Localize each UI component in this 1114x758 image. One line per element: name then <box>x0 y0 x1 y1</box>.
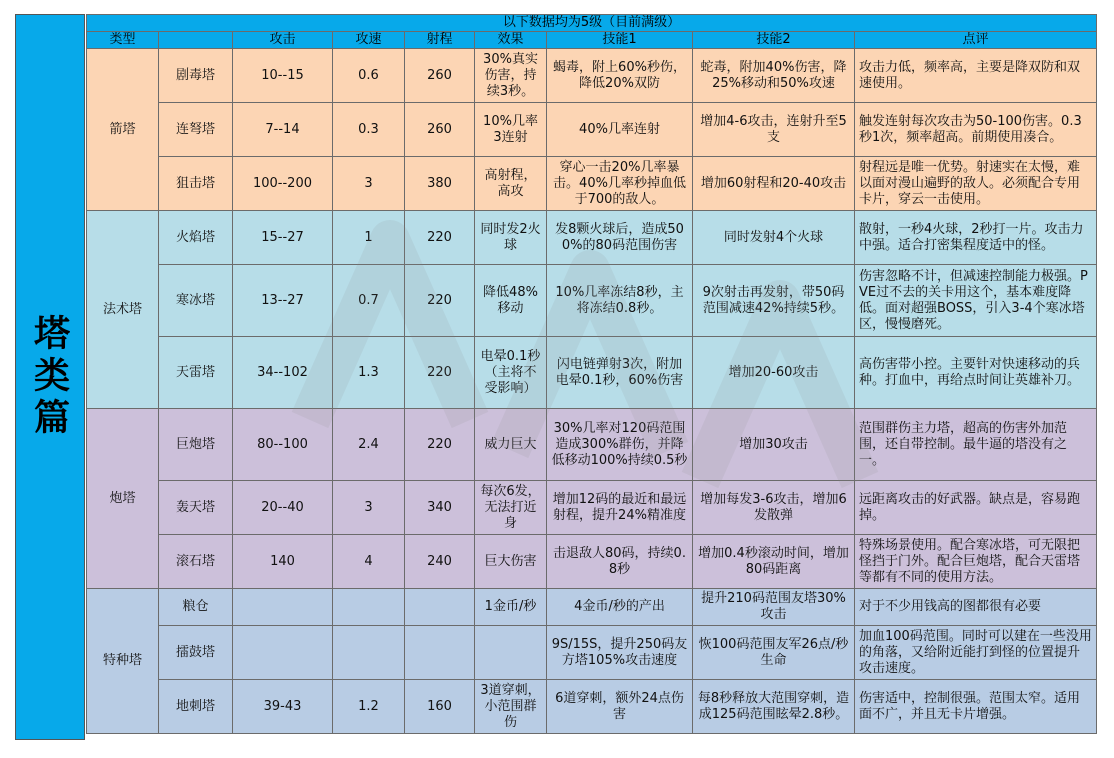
tower-name: 寒冰塔 <box>159 265 233 337</box>
tower-effect: 1金币/秒 <box>475 589 547 626</box>
tower-skill2: 增加4-6攻击，连射升至5支 <box>693 103 855 157</box>
tower-range: 160 <box>405 680 475 734</box>
tower-skill1: 增加12码的最近和最远射程，提升24%精准度 <box>547 481 693 535</box>
tower-review: 散射，一秒4火球，2秒打一片。攻击力中强。适合打密集程度适中的怪。 <box>855 211 1097 265</box>
tower-effect: 巨大伤害 <box>475 535 547 589</box>
tower-range: 220 <box>405 265 475 337</box>
tower-attack: 20--40 <box>233 481 333 535</box>
tower-name: 巨炮塔 <box>159 409 233 481</box>
col-header-attack: 攻击 <box>233 32 333 49</box>
tower-range: 380 <box>405 157 475 211</box>
tower-skill2: 蛇毒，附加40%伤害，降25%移动和50%攻速 <box>693 49 855 103</box>
col-header-skill1: 技能1 <box>547 32 693 49</box>
tower-review: 伤害忽略不计，但减速控制能力极强。PVE过不去的关卡用这个，基本难度降低。面对超强BOSS，引入3-4个寒冰塔区，慢慢磨死。 <box>855 265 1097 337</box>
tower-name: 火焰塔 <box>159 211 233 265</box>
tower-skill1: 9S/15S，提升250码友方塔105%攻击速度 <box>547 626 693 680</box>
tower-effect: 同时发2火球 <box>475 211 547 265</box>
tower-attack: 39-43 <box>233 680 333 734</box>
tower-attack: 13--27 <box>233 265 333 337</box>
tower-speed: 0.6 <box>333 49 405 103</box>
tower-name: 粮仓 <box>159 589 233 626</box>
tower-review: 加血100码范围。同时可以建在一些没用的角落，又给附近能打到怪的位置提升攻击速度。 <box>855 626 1097 680</box>
header-note: 以下数据均为5级（目前满级） <box>87 15 1097 32</box>
tower-review: 远距离攻击的好武器。缺点是，容易跑掉。 <box>855 481 1097 535</box>
table-row <box>87 409 1097 481</box>
tower-attack: 7--14 <box>233 103 333 157</box>
tower-attack: 140 <box>233 535 333 589</box>
tower-skill1: 穿心一击20%几率暴击。40%几率秒掉血低于700的敌人。 <box>547 157 693 211</box>
tower-speed: 2.4 <box>333 409 405 481</box>
table-row <box>87 589 1097 626</box>
tower-skill2: 每8秒释放大范围穿刺，造成125码范围眩晕2.8秒。 <box>693 680 855 734</box>
table-row <box>87 626 1097 680</box>
tower-review: 特殊场景使用。配合寒冰塔，可无限把怪挡于门外。配合巨炮塔，配合天雷塔等都有不同的使用方法。 <box>855 535 1097 589</box>
tower-review: 高伤害带小控。主要针对快速移动的兵种。打血中，再给点时间让英雄补刀。 <box>855 337 1097 409</box>
tower-range: 220 <box>405 409 475 481</box>
tower-range: 240 <box>405 535 475 589</box>
tower-skill1: 蝎毒，附上60%秒伤，降低20%双防 <box>547 49 693 103</box>
tower-skill1: 击退敌人80码，持续0.8秒 <box>547 535 693 589</box>
tower-speed: 3 <box>333 481 405 535</box>
tower-skill2: 提升210码范围友塔30%攻击 <box>693 589 855 626</box>
tower-review: 对于不少用钱高的图都很有必要 <box>855 589 1097 626</box>
tower-name: 擂鼓塔 <box>159 626 233 680</box>
tower-skill1: 闪电链弹射3次，附加电晕0.1秒，60%伤害 <box>547 337 693 409</box>
tower-attack: 80--100 <box>233 409 333 481</box>
tower-effect: 电晕0.1秒（主将不受影响） <box>475 337 547 409</box>
tower-review: 攻击力低，频率高，主要是降双防和双速使用。 <box>855 49 1097 103</box>
tower-range <box>405 589 475 626</box>
tower-skill1: 发8颗火球后，造成500%的80码范围伤害 <box>547 211 693 265</box>
tower-skill2: 9次射击再发射，带50码范围减速42%持续5秒。 <box>693 265 855 337</box>
tower-name: 轰天塔 <box>159 481 233 535</box>
tower-effect: 3道穿刺，小范围群伤 <box>475 680 547 734</box>
table-row <box>87 680 1097 734</box>
tower-skill2: 增加每发3-6攻击，增加6发散弹 <box>693 481 855 535</box>
tower-speed <box>333 626 405 680</box>
col-header-effect: 效果 <box>475 32 547 49</box>
tower-review: 触发连射每次攻击为50-100伤害。0.3秒1次，频率超高。前期使用凑合。 <box>855 103 1097 157</box>
sidebar-title: 塔类篇 <box>28 314 71 440</box>
tower-effect: 威力巨大 <box>475 409 547 481</box>
tower-name: 天雷塔 <box>159 337 233 409</box>
tower-name: 滚石塔 <box>159 535 233 589</box>
tower-range: 260 <box>405 49 475 103</box>
tower-speed: 0.7 <box>333 265 405 337</box>
tower-speed: 3 <box>333 157 405 211</box>
tower-skill2: 同时发射4个火球 <box>693 211 855 265</box>
tower-skill1: 10%几率冻结8秒，主将冻结0.8秒。 <box>547 265 693 337</box>
tower-skill2: 增加60射程和20-40攻击 <box>693 157 855 211</box>
tower-review: 范围群伤主力塔，超高的伤害外加范围，还自带控制。最牛逼的塔没有之一。 <box>855 409 1097 481</box>
col-header-type: 类型 <box>87 32 159 49</box>
table-row <box>87 103 1097 157</box>
tower-review: 射程远是唯一优势。射速实在太慢，难以面对漫山遍野的敌人。必须配合专用卡片，穿云一击使用。 <box>855 157 1097 211</box>
tower-range: 220 <box>405 337 475 409</box>
col-header-range: 射程 <box>405 32 475 49</box>
group-type-magic: 法术塔 <box>87 211 159 409</box>
tower-attack: 15--27 <box>233 211 333 265</box>
tower-name: 狙击塔 <box>159 157 233 211</box>
tower-skill2: 恢100码范围友军26点/秒生命 <box>693 626 855 680</box>
tower-effect: 每次6发，无法打近身 <box>475 481 547 535</box>
table-row <box>87 49 1097 103</box>
tower-skill2: 增加0.4秒滚动时间，增加80码距离 <box>693 535 855 589</box>
col-header-review: 点评 <box>855 32 1097 49</box>
tower-effect: 高射程，高攻 <box>475 157 547 211</box>
group-type-cannon: 炮塔 <box>87 409 159 589</box>
group-type-arrow: 箭塔 <box>87 49 159 211</box>
table-row <box>87 535 1097 589</box>
table-row <box>87 481 1097 535</box>
tower-name: 地刺塔 <box>159 680 233 734</box>
tower-effect: 10%几率3连射 <box>475 103 547 157</box>
tower-data-table <box>86 14 1097 734</box>
tower-skill2: 增加30攻击 <box>693 409 855 481</box>
tower-attack: 34--102 <box>233 337 333 409</box>
table-row <box>87 211 1097 265</box>
tower-attack: 100--200 <box>233 157 333 211</box>
sidebar-title-panel <box>15 14 85 740</box>
tower-attack <box>233 626 333 680</box>
tower-review: 伤害适中，控制很强。范围太窄。适用面不广，并且无卡片增强。 <box>855 680 1097 734</box>
table-row <box>87 337 1097 409</box>
tower-skill1: 6道穿刺，额外24点伤害 <box>547 680 693 734</box>
tower-range: 260 <box>405 103 475 157</box>
tower-effect: 降低48%移动 <box>475 265 547 337</box>
tower-speed: 1.3 <box>333 337 405 409</box>
tower-name: 剧毒塔 <box>159 49 233 103</box>
tower-speed: 1.2 <box>333 680 405 734</box>
tower-skill1: 4金币/秒的产出 <box>547 589 693 626</box>
tower-range: 220 <box>405 211 475 265</box>
tower-skill1: 40%几率连射 <box>547 103 693 157</box>
tower-speed <box>333 589 405 626</box>
tower-effect <box>475 626 547 680</box>
tower-range: 340 <box>405 481 475 535</box>
tower-range <box>405 626 475 680</box>
col-header-speed: 攻速 <box>333 32 405 49</box>
tower-skill1: 30%几率对120码范围造成300%群伤，并降低移动100%持续0.5秒 <box>547 409 693 481</box>
tower-speed: 4 <box>333 535 405 589</box>
table-row <box>87 265 1097 337</box>
tower-attack <box>233 589 333 626</box>
group-type-special: 特种塔 <box>87 589 159 734</box>
tower-effect: 30%真实伤害，持续3秒。 <box>475 49 547 103</box>
tower-speed: 1 <box>333 211 405 265</box>
tower-skill2: 增加20-60攻击 <box>693 337 855 409</box>
tower-name: 连弩塔 <box>159 103 233 157</box>
tower-speed: 0.3 <box>333 103 405 157</box>
table-row <box>87 157 1097 211</box>
col-header-name <box>159 32 233 49</box>
tower-attack: 10--15 <box>233 49 333 103</box>
col-header-skill2: 技能2 <box>693 32 855 49</box>
